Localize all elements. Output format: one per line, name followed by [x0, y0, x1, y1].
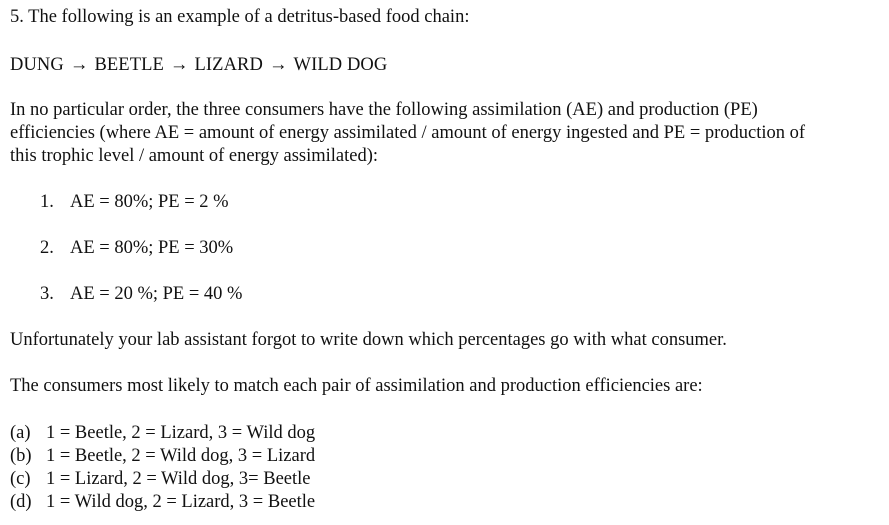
efficiency-number: 3.: [40, 284, 54, 304]
chain-item-wild-dog: WILD DOG: [293, 55, 388, 75]
intro-line: this trophic level / amount of energy assimilated):: [10, 146, 379, 166]
option-text: 1 = Beetle, 2 = Lizard, 3 = Wild dog: [46, 423, 316, 443]
food-chain: [10, 54, 387, 77]
option-a[interactable]: [10, 422, 315, 445]
option-letter: (d): [10, 492, 32, 512]
option-letter: (c): [10, 469, 31, 489]
intro-paragraph: [10, 99, 885, 168]
question-title: 5. The following is an example of a detritus-based food chain:: [10, 7, 470, 27]
efficiency-number: 1.: [40, 192, 54, 212]
option-text: 1 = Beetle, 2 = Wild dog, 3 = Lizard: [46, 446, 316, 466]
efficiency-text: AE = 80%; PE = 30%: [70, 238, 234, 258]
efficiency-item-3: [40, 283, 242, 306]
efficiency-item-2: [40, 237, 233, 260]
efficiency-text: AE = 20 %; PE = 40 %: [70, 284, 243, 304]
efficiency-text: AE = 80%; PE = 2 %: [70, 192, 229, 212]
option-c[interactable]: [10, 468, 315, 491]
option-text: 1 = Wild dog, 2 = Lizard, 3 = Beetle: [46, 492, 316, 512]
arrow-icon: →: [169, 55, 189, 75]
answer-options: [10, 422, 315, 514]
option-text: 1 = Lizard, 2 = Wild dog, 3= Beetle: [46, 469, 311, 489]
prompt-paragraph: The consumers most likely to match each pair of assimilation and production efficiencies are:: [10, 376, 703, 396]
efficiency-item-1: [40, 191, 229, 214]
option-d[interactable]: [10, 491, 315, 514]
arrow-icon: →: [69, 55, 89, 75]
arrow-icon: →: [268, 55, 288, 75]
option-letter: (b): [10, 446, 32, 466]
intro-line: efficiencies (where AE = amount of energy assimilated / amount of energy ingested and PE = production of: [10, 123, 806, 143]
chain-item-lizard: LIZARD: [194, 55, 263, 75]
chain-item-beetle: BEETLE: [94, 55, 164, 75]
efficiency-number: 2.: [40, 238, 54, 258]
note-paragraph: Unfortunately your lab assistant forgot to write down which percentages go with what consumer.: [10, 330, 727, 350]
chain-item-dung: DUNG: [10, 55, 64, 75]
option-letter: (a): [10, 423, 31, 443]
intro-line: In no particular order, the three consumers have the following assimilation (AE) and production (PE): [10, 100, 758, 120]
option-b[interactable]: [10, 445, 315, 468]
